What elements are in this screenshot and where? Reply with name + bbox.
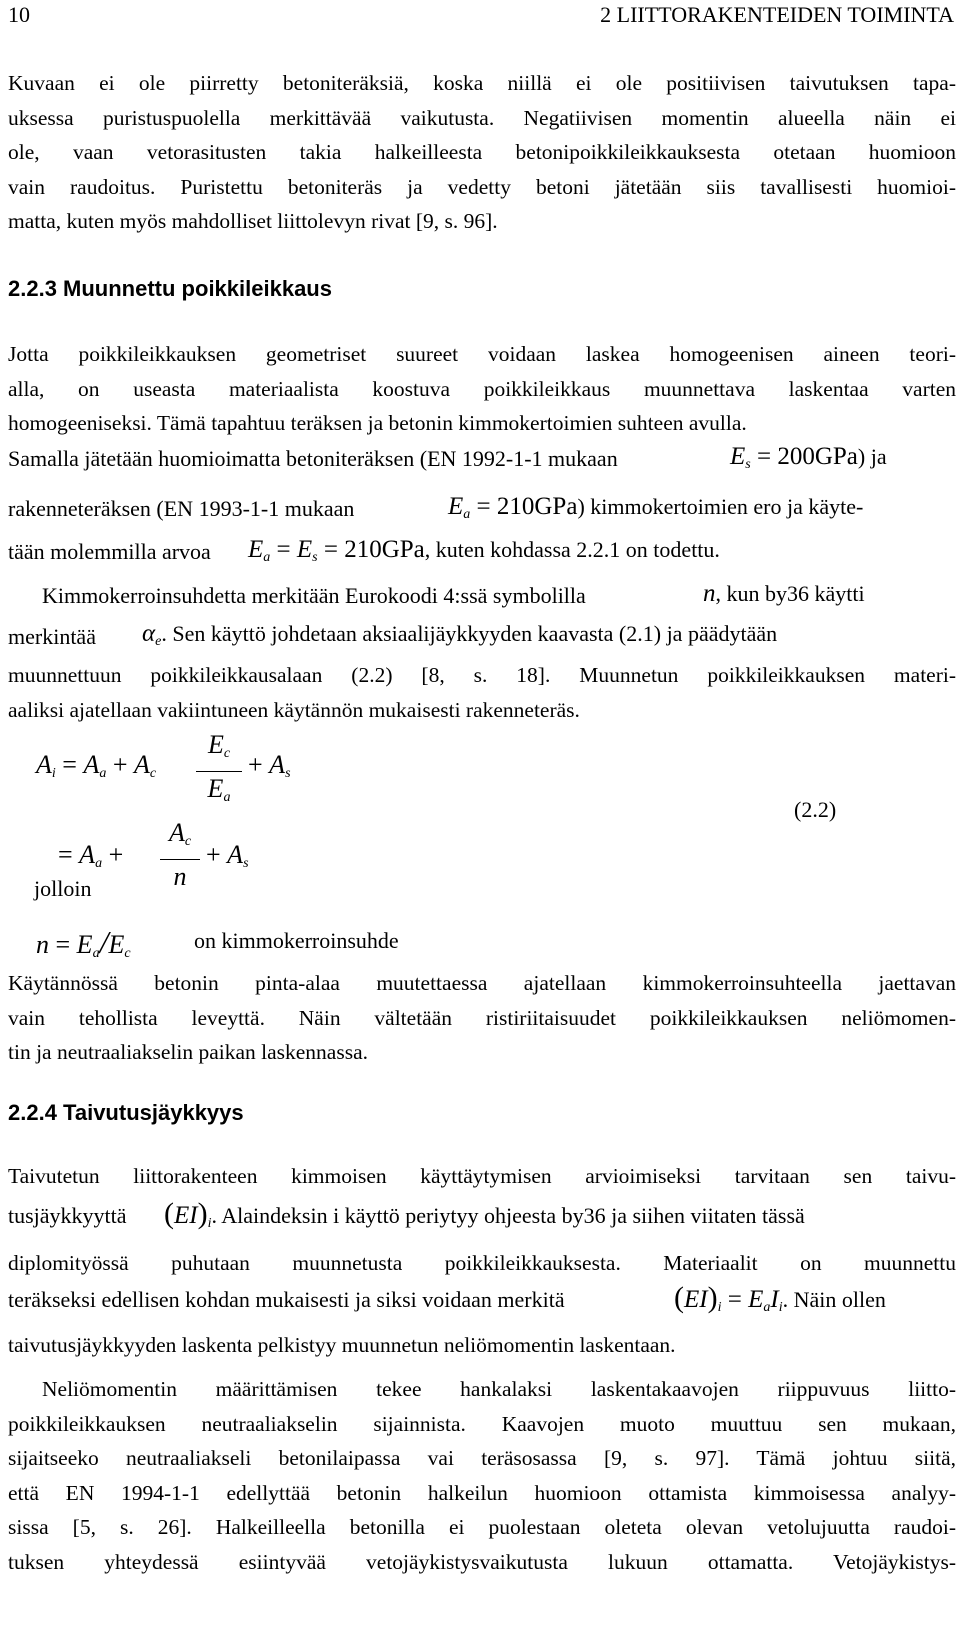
paragraph-effective-width [8,966,956,1070]
text-line: aaliksi ajatellaan vakiintuneen käytännön mukaisesti rakenneteräs. [8,697,580,722]
formula-ea-es: $E_a = E_s = 210GPa$, kuten kohdassa 2.2.1 on todettu. [248,536,720,565]
fraction-ec-ea: $E_c$ $E_a$ [196,728,242,815]
equation-line-1-end: + $A_s$ [248,750,291,781]
equation-n-definition: $n = E_a/E_c$ [36,924,131,961]
paragraph-stiffness-l5 [8,1328,956,1363]
text-line: Käytännössä betonin pinta-alaa muutettaessa ajatellaan kimmokerroinsuhteella jaettavan [8,971,956,995]
text-line: diplomityössä puhutaan muunnetusta poikkileikkauksesta. Materiaalit on muunnettu [8,1251,956,1275]
text-line: homogeeniseksi. Tämä tapahtuu teräksen ja betonin kimmokertoimien suhteen avulla. [8,411,747,436]
section-heading-2-2-4: 2.2.4 Taivutusjäykkyys [8,1100,244,1125]
text-line-ei [8,1203,127,1229]
text-line: sijaitseeko neutraaliakseli betonilaipassa vai teräsosassa [9, s. 97]. Tämä johtuu siitä, [8,1446,956,1471]
text-line-alpha [8,624,96,650]
text-segment: teräkseksi edellisen kohdan mukaisesti ja siksi voidaan merkitä [8,1287,565,1312]
equation-number: (2.2) [794,797,837,822]
text-line: Jotta poikkileikkauksen geometriset suureet voidaan laskea homogeenisen aineen teori- [8,342,956,366]
text-line-ea [8,496,354,522]
text-line: taivutusjäykkyyden laskenta pelkistyy muunnetun neliömomentin laskentaan. [8,1333,676,1357]
text-line: Kuvaan ei ole piirretty betoniteräksiä, koska niillä ei ole positiivisen taivutuksen tapa- [8,71,956,95]
page-number: 10 [8,2,30,27]
equation-line-2: = $A_a$ + [58,840,124,871]
equation-line-2-end: + $A_s$ [206,840,249,871]
formula-value: = 210GPa [323,536,425,563]
text-line: sissa [5, s. 26]. Halkeilleella betonilla ei puolestaan oleteta olevan vetolujuutta raudoi- [8,1515,956,1540]
text-line: että EN 1994-1-1 edellyttää betonin halkeilun huomioon ottamista kimmoisessa analyy- [8,1480,956,1505]
formula-ei-eaii: $(EI)_i = E_aI_i$. Näin ollen [674,1281,886,1315]
formula-alpha-e: $\alpha_e$. Sen käyttö johdetaan aksiaalijäykkyyden kaavasta (2.1) ja päädytään [142,620,778,649]
text-line: uksessa puristuspuolella merkittävää vaikutusta. Negatiivisen momentin alueella näin ei [8,105,956,130]
paragraph-neutral-axis-first [42,1372,956,1407]
formula-ei-i: $(EI)_i$. Alaindeksin i käyttö periytyy ohjeesta by36 ja siihen viitaten tässä [164,1197,805,1231]
running-header: 2 LIITTORAKENTEIDEN TOIMINTA [600,2,954,27]
paragraph-stiffness-l1 [8,1159,956,1194]
text-segment: ) ja [857,444,887,469]
text-line: poikkileikkauksen neutraaliakselin sijainnista. Kaavojen muoto muuttuu sen mukaan, [8,1411,956,1436]
paragraph-homogenization [8,337,956,441]
text-line-ea-es [8,539,211,565]
text-segment: , kuten kohdassa 2.2.1 on todettu. [424,537,720,562]
text-segment: Kimmokerroinsuhdetta merkitään Eurokoodi 4:ssä symbolilla [42,583,586,608]
text-segment: merkintää [8,624,96,649]
text-line: tin ja neutraaliakselin paikan laskennassa. [8,1040,368,1065]
paragraph-transformed [8,658,956,727]
text-line: Neliömomentin määrittämisen tekee hankalaksi laskentakaavojen riippuvuus liitto- [42,1377,956,1401]
paragraph-intro [8,66,956,239]
text-segment: rakenneteräksen (EN 1993-1-1 mukaan [8,496,355,521]
text-segment: . Sen käyttö johdetaan aksiaalijäykkyyden kaavasta (2.1) ja päädytään [161,621,778,646]
text-segment: ) kimmokertoimien ero ja käyte- [577,494,864,519]
formula-es: $E_s = 200GPa$) ja [730,443,887,472]
text-line: vain raudoitus. Puristettu betoniteräs ja vedetty betoni jätetään siis tavallisesti huomioi- [8,174,956,199]
fraction-ac-n: $A_c$ n [160,816,200,894]
paragraph-neutral-axis [8,1407,956,1580]
text-line: matta, kuten myös mahdolliset liittolevyn rivat [9, s. 96]. [8,209,498,234]
text-segment: tusjäykkyyttä [8,1203,127,1228]
formula-value: = 200GPa [756,443,858,470]
n-definition-text: on kimmokerroinsuhde [194,928,399,953]
paragraph-stiffness-l3 [8,1246,956,1281]
formula-ea: $E_a = 210GPa$) kimmokertoimien ero ja käyte- [448,493,864,522]
text-line: muunnettuun poikkileikkausalaan (2.2) [8, s. 18]. Muunnetun poikkileikkauksen materi- [8,663,956,687]
text-segment: tään molemmilla arvoa [8,539,211,564]
text-segment: . Näin ollen [782,1287,886,1312]
text-line: tuksen yhteydessä esiintyvää vetojäykistysvaikutusta lukuun ottamatta. Vetojäykistys- [8,1549,956,1574]
text-line-es [8,446,618,472]
section-heading-2-2-3: 2.2.3 Muunnettu poikkileikkaus [8,276,332,301]
formula-value: = 210GPa [476,493,578,520]
text-segment: . Alaindeksin i käyttö periytyy ohjeesta by36 ja siihen viitaten tässä [211,1203,805,1228]
text-segment: Samalla jätetään huomioimatta betoniteräksen (EN 1992-1-1 mukaan [8,446,618,471]
text-segment: , kun by36 käytti [715,581,865,606]
text-line: vain tehollista leveyttä. Näin vältetään ristiriitaisuudet poikkileikkauksen neliömomen- [8,1005,956,1030]
equation-line-1: $A_i = A_a + A_c$ [36,750,157,781]
symbol-n [703,580,865,608]
text-line: alla, on useasta materiaalista koostuva poikkileikkaus muunnettava laskentaa varten [8,376,956,401]
text-line-modular-ratio [42,583,586,609]
text-line: ole, vaan vetorasitusten takia halkeilleesta betonipoikkileikkauksesta otetaan huomioon [8,140,956,165]
text-line-ei-eaii [8,1287,565,1313]
symbol-text: n [703,580,716,607]
text-line: Taivutetun liittorakenteen kimmoisen käyttäytymisen arvioimiseksi tarvitaan sen taivu- [8,1164,956,1188]
jolloin-label: jolloin [34,876,92,901]
